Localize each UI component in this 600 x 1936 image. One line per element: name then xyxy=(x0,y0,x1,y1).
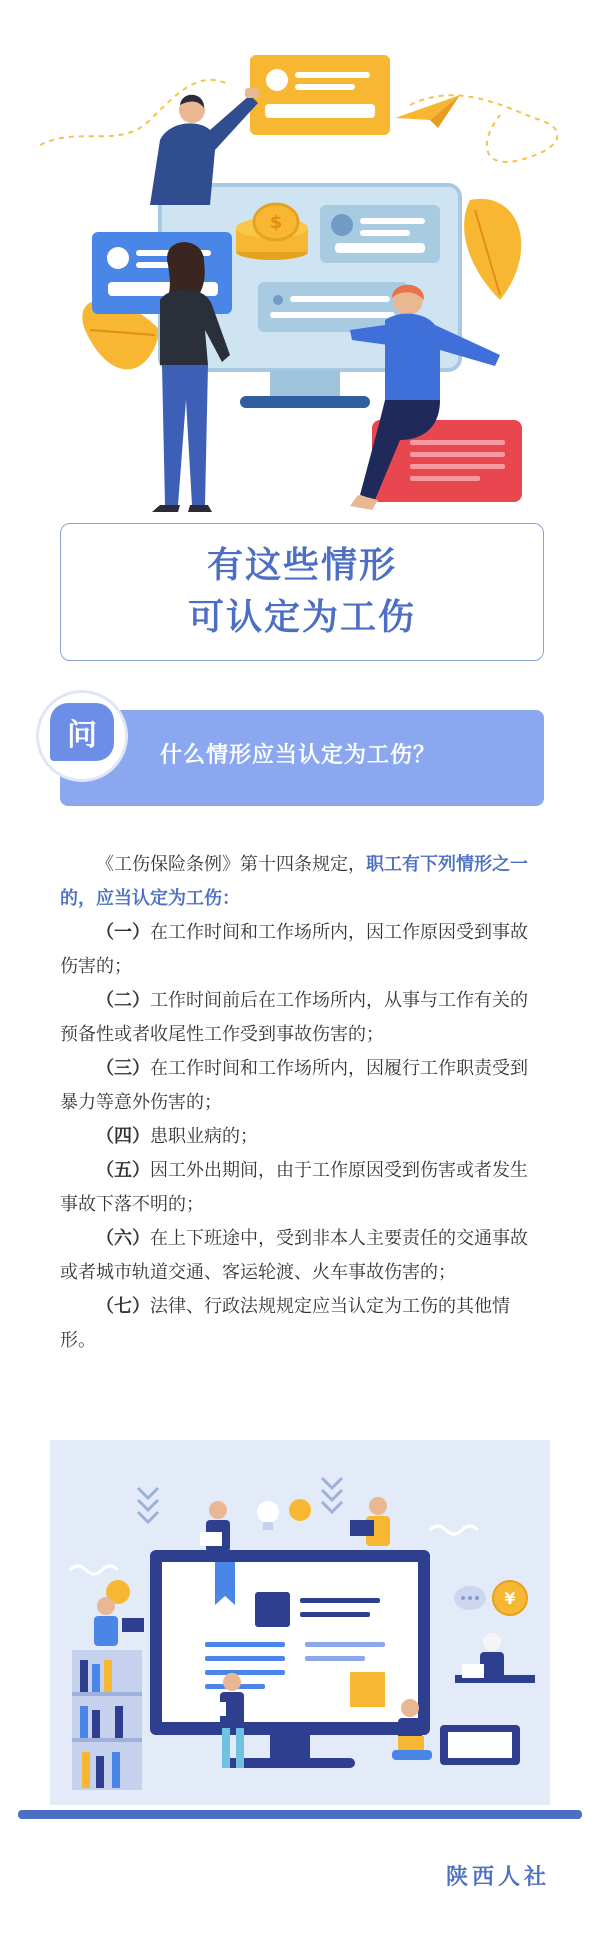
item-number: （七） xyxy=(96,1296,150,1317)
item-text: 工作时间前后在工作场所内，从事与工作有关的预备性或者收尾性工作受到事故伤害的； xyxy=(60,990,528,1045)
item-number: （五） xyxy=(96,1160,150,1181)
title-box xyxy=(60,523,544,661)
item-number: （二） xyxy=(96,990,150,1011)
intro-lead: 《工伤保险条例》第十四条规定， xyxy=(96,854,366,875)
item-number: （六） xyxy=(96,1228,150,1249)
list-item xyxy=(60,1120,544,1154)
item-text: 法律、行政法规规定应当认定为工伤的其他情形。 xyxy=(60,1296,510,1351)
top-illustration xyxy=(0,0,600,520)
list-item xyxy=(60,1154,544,1222)
item-text: 因工外出期间，由于工作原因受到伤害或者发生事故下落不明的； xyxy=(60,1160,528,1215)
item-number: （一） xyxy=(96,922,150,943)
speech-bubble-icon xyxy=(50,703,114,761)
item-number: （四） xyxy=(96,1126,150,1147)
footer-brand: 陕西人社 xyxy=(445,1865,550,1890)
list-item xyxy=(60,984,544,1052)
list-item xyxy=(60,1052,544,1120)
item-text: 患职业病的； xyxy=(150,1126,258,1147)
item-number: （三） xyxy=(96,1058,150,1079)
list-item xyxy=(60,916,544,984)
svg-text:$: $ xyxy=(269,212,283,233)
title-line-2: 可认定为工伤 xyxy=(187,597,416,638)
list-item xyxy=(60,1290,544,1358)
item-text: 在工作时间和工作场所内，因工作原因受到事故伤害的； xyxy=(60,922,528,977)
list-item xyxy=(60,1222,544,1290)
item-text: 在上下班途中，受到非本人主要责任的交通事故或者城市轨道交通、客运轮渡、火车事故伤害的； xyxy=(60,1228,528,1283)
intro-paragraph xyxy=(60,848,544,916)
title-line-1: 有这些情形 xyxy=(206,545,397,586)
article-body xyxy=(60,848,544,1358)
item-text: 在工作时间和工作场所内，因履行工作职责受到暴力等意外伤害的； xyxy=(60,1058,528,1113)
question-icon-char: 问 xyxy=(67,718,97,753)
question-text: 什么情形应当认定为工伤？ xyxy=(160,743,437,768)
yen-coin-icon: ¥ xyxy=(504,1589,516,1608)
bottom-illustration xyxy=(0,1420,600,1840)
intro-highlight: 职工有下列情形之一的，应当认定为工伤： xyxy=(60,854,528,909)
